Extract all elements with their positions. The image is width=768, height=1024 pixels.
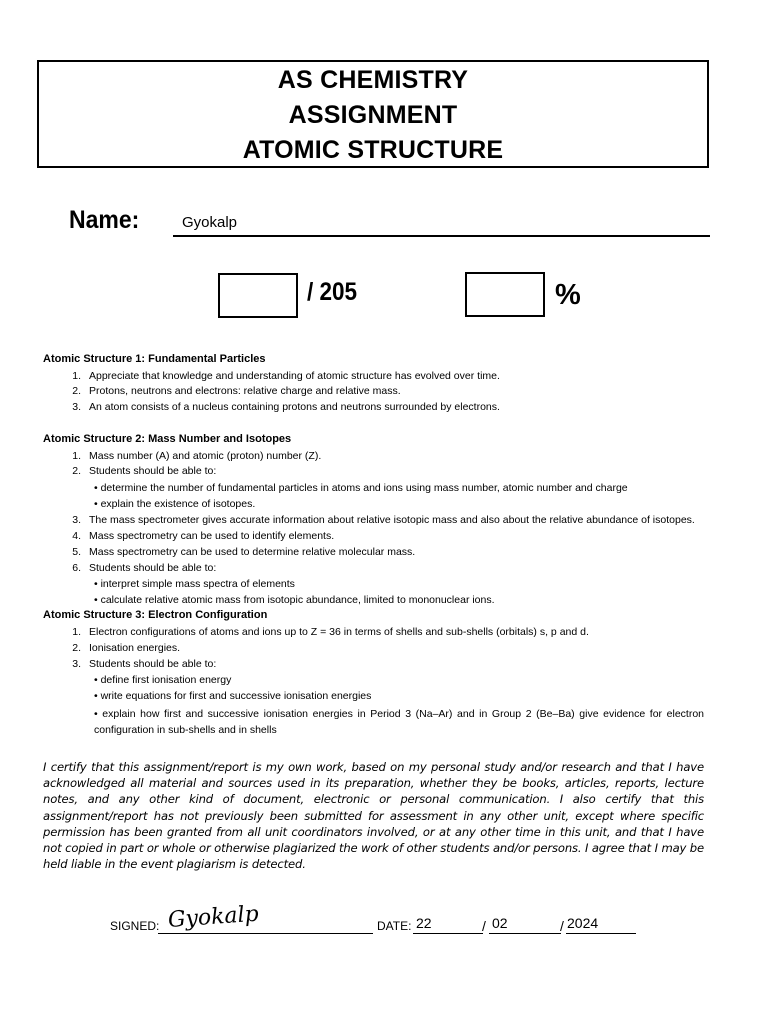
percent-box[interactable] (465, 272, 545, 317)
signed-label: SIGNED: (110, 919, 160, 933)
score-box[interactable] (218, 273, 298, 318)
name-field[interactable]: Gyokalp (182, 214, 238, 231)
list-item: 6. Students should be able to: (72, 562, 217, 574)
list-subitem: • interpret simple mass spectra of elements (94, 578, 295, 590)
score-total: / 205 (307, 278, 358, 306)
list-subitem: • write equations for first and successive ionisation energies (94, 690, 372, 702)
list-item: 2. Protons, neutrons and electrons: relative charge and relative mass. (72, 385, 401, 397)
name-underline (173, 235, 710, 237)
date-month-line (489, 933, 561, 934)
list-item: 3. An atom consists of a nucleus containing protons and neutrons surrounded by electrons. (72, 401, 500, 413)
list-subitem: • determine the number of fundamental particles in atoms and ions using mass number, atomic number and charge (94, 482, 628, 494)
signature[interactable]: Gyokalp (167, 901, 260, 933)
list-item: 5. Mass spectrometry can be used to determine relative molecular mass. (72, 546, 416, 558)
date-year-line (566, 933, 636, 934)
title-box (37, 60, 709, 168)
list-item: 4. Mass spectrometry can be used to identify elements. (72, 530, 335, 542)
percent-sign: % (555, 279, 581, 311)
signature-line (158, 933, 373, 934)
declaration-text: I certify that this assignment/report is my own work, based on my personal study and/or research and that I have acknowledged all material and sources used in its preparation, whether they be books, articles, reports, lecture notes, and any other kind of document, electronic or personal communication. I also certify that this assignment/report has not previously been submitted for assessment in any other unit, except where specific permission has been granted from all unit coordinators involved, or at any other time in this unit, and that I have not copied in part or whole or otherwise plagiarized the work of other students and/or persons. I agree that I may be held liable in the event plagiarism is detected. (43, 760, 704, 872)
date-day[interactable]: 22 (416, 915, 432, 931)
section-1-title: Atomic Structure 1: Fundamental Particles (43, 353, 266, 365)
date-separator: / (560, 918, 564, 934)
title-line-1: AS CHEMISTRY (277, 66, 469, 94)
list-item: 2. Students should be able to: (72, 465, 217, 477)
date-month[interactable]: 02 (492, 915, 508, 931)
list-item: 3. The mass spectrometer gives accurate information about relative isotopic mass and also about the relative abundance of isotopes. (72, 514, 695, 526)
list-subitem: • define first ionisation energy (94, 674, 232, 686)
name-label: Name: (69, 206, 140, 234)
date-year[interactable]: 2024 (567, 915, 599, 931)
title-line-3: ATOMIC STRUCTURE (242, 136, 504, 164)
title-line-2: ASSIGNMENT (288, 101, 458, 129)
section-3-title: Atomic Structure 3: Electron Configuration (43, 609, 268, 621)
list-item: 2. Ionisation energies. (72, 642, 181, 654)
list-subitem: • calculate relative atomic mass from isotopic abundance, limited to mononuclear ions. (94, 594, 495, 606)
list-item: 1. Appreciate that knowledge and understanding of atomic structure has evolved over time. (72, 370, 500, 382)
date-day-line (413, 933, 483, 934)
list-item: 1. Electron configurations of atoms and ions up to Z = 36 in terms of shells and sub-shells (orbitals) s, p and d. (72, 626, 589, 638)
date-separator: / (482, 918, 486, 934)
list-subitem: • explain the existence of isotopes. (94, 498, 256, 510)
list-subitem: • explain how first and successive ionisation energies in Period 3 (Na–Ar) and in Group 2 (Be–Ba) give evidence for electron configuration in sub-shells and in shells (94, 708, 704, 736)
section-2-title: Atomic Structure 2: Mass Number and Isotopes (43, 433, 292, 445)
date-label: DATE: (377, 919, 412, 933)
list-item: 1. Mass number (A) and atomic (proton) number (Z). (72, 450, 322, 462)
list-item: 3. Students should be able to: (72, 658, 217, 670)
